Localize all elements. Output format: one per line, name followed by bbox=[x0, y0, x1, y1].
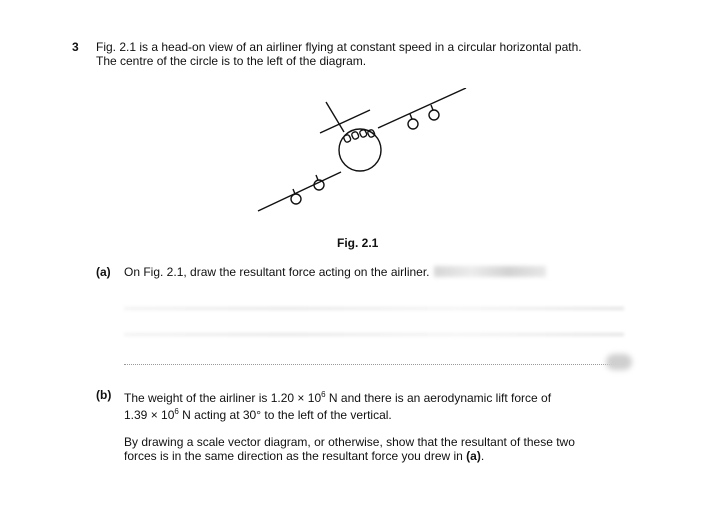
left-wing bbox=[258, 172, 341, 211]
airliner-diagram bbox=[240, 88, 480, 220]
part-b-text bbox=[124, 388, 624, 422]
part-a-label: (a) bbox=[96, 265, 111, 279]
part-a-text bbox=[124, 265, 644, 279]
part-a-question: On Fig. 2.1, draw the resultant force acting on the airliner. bbox=[124, 265, 430, 279]
engine bbox=[314, 180, 324, 190]
question-intro bbox=[96, 40, 656, 68]
figure-caption: Fig. 2.1 bbox=[337, 236, 379, 250]
part-b-instruction-line-2: forces is in the same direction as the resultant force you drew in (a). bbox=[124, 449, 485, 463]
part-b-label: (b) bbox=[96, 388, 112, 402]
right-wing bbox=[378, 88, 466, 128]
part-b-instruction-line-1: By drawing a scale vector diagram, or otherwise, show that the resultant of these two bbox=[124, 435, 575, 449]
intro-line-2: The centre of the circle is to the left of the diagram. bbox=[96, 54, 367, 68]
answer-line[interactable] bbox=[124, 333, 624, 336]
part-b-line-2: $1.39 \times 10^6$ N acting at 30° to the left of the vertical. bbox=[124, 407, 392, 422]
redaction-smudge bbox=[606, 354, 632, 370]
redacted-text bbox=[434, 266, 546, 277]
part-b-instruction bbox=[124, 435, 624, 463]
engine bbox=[291, 194, 301, 204]
answer-line[interactable] bbox=[124, 307, 624, 310]
question-number: 3 bbox=[72, 40, 79, 54]
intro-line-1: Fig. 2.1 is a head-on view of an airliner flying at constant speed in a circular horizontal path. bbox=[96, 40, 582, 54]
part-b-line-1: The weight of the airliner is $1.20 \times 10^6$ N and there is an aerodynamic lift force of bbox=[124, 390, 552, 405]
engine bbox=[429, 110, 439, 120]
engine bbox=[408, 119, 418, 129]
tail-fin bbox=[326, 102, 344, 132]
answer-line[interactable] bbox=[124, 364, 624, 365]
